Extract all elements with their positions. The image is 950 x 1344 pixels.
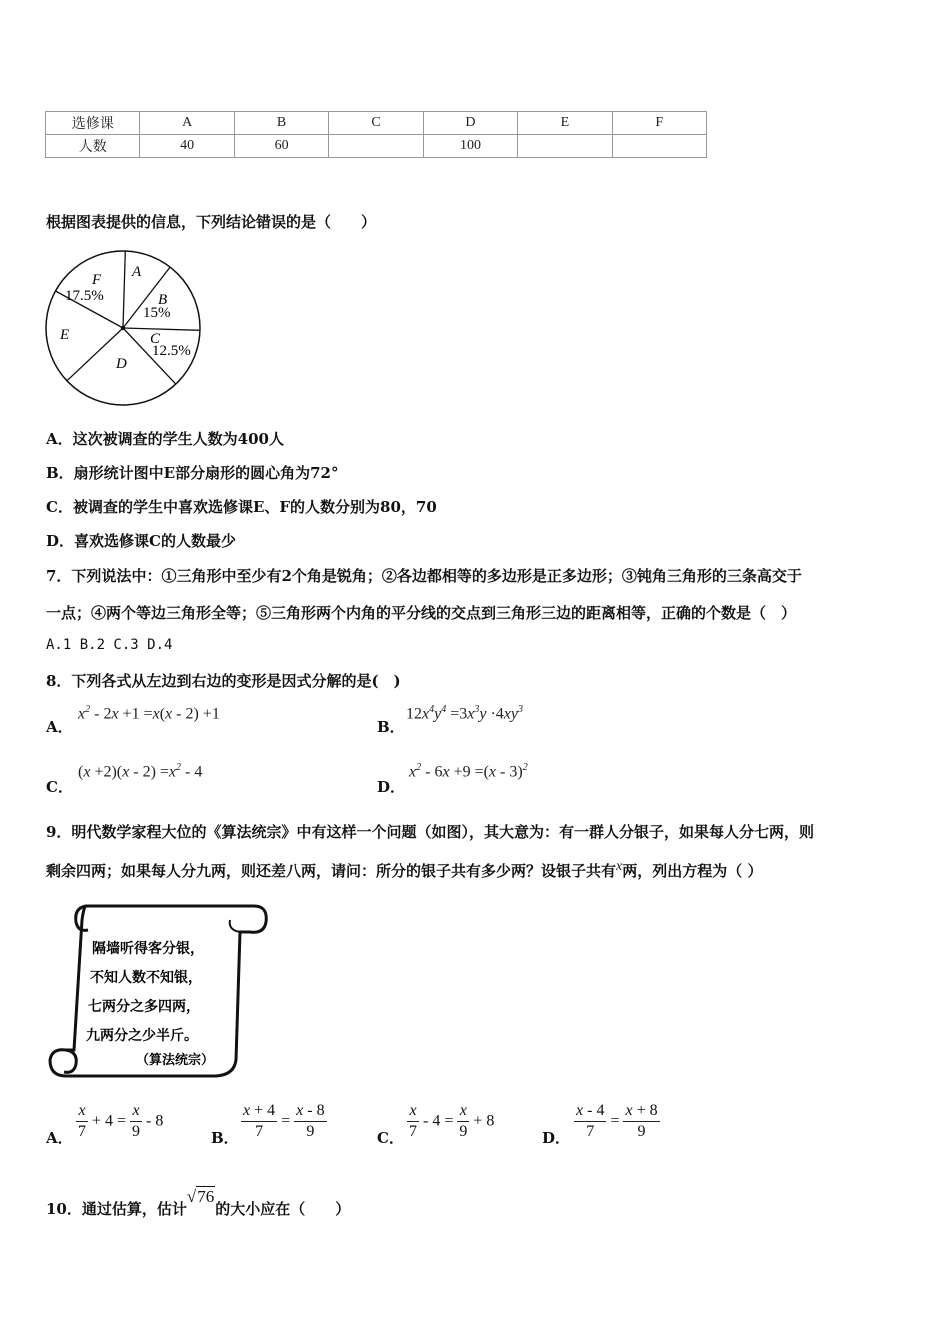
table-cell: E (518, 112, 612, 135)
table-cell (612, 135, 706, 158)
pie-label-f: F (92, 272, 102, 288)
table-header-row (46, 112, 707, 135)
q10-post: 的大小应在（ ） (215, 1200, 351, 1218)
q8-stem: 8．下列各式从左边到右边的变形是因式分解的是( ) (46, 672, 401, 690)
table-cell: A (140, 112, 234, 135)
q9-line-1: 9．明代数学家程大位的《算法统宗》中有这样一个问题（如图），其大意为：有一群人分银子，如果每人分七两，则 (46, 823, 814, 841)
pie-center (121, 326, 125, 330)
q6-option-b: B．扇形统计图中E部分扇形的圆心角为72° (46, 464, 339, 482)
q6-option-d: D．喜欢选修课C的人数最少 (46, 532, 236, 550)
sqrt-sign-icon: √ (186, 1187, 197, 1206)
pie-slice-boundary-c (123, 328, 200, 330)
q9-label-a: A． (46, 1129, 73, 1147)
q7-line-1: 7．下列说法中：①三角形中至少有2个角是锐角；②各边都相等的多边形是正多边形；③钝角三角形的三条高交于 (46, 567, 802, 585)
q9-line-2-end: 两，列出方程为（ ） (622, 862, 763, 880)
pie-slice-boundary-e (67, 328, 123, 381)
q10-line (46, 1187, 351, 1219)
q9-var-x: x (616, 859, 623, 874)
table-row (46, 135, 707, 158)
table-cell: D (423, 112, 517, 135)
pie-label-d: D (116, 356, 127, 372)
survey-table (45, 111, 707, 158)
q8-label-b: B． (377, 718, 405, 736)
table-cell: 100 (423, 135, 517, 158)
table-cell: 选修课 (46, 112, 140, 135)
pie-label-e: E (60, 327, 70, 343)
q8-expr-a: $x^2 - 2x +1 =x(x - 2) +1$ (78, 704, 220, 723)
scroll-line-1: 隔墙听得客分银， (92, 941, 204, 957)
q8-label-c: C． (46, 778, 73, 796)
scroll-source: （算法统宗） (136, 1053, 215, 1068)
scroll-line-2: 不知人数不知银， (90, 970, 202, 986)
table-cell (518, 135, 612, 158)
pie-pct-c: 12.5% (152, 343, 191, 359)
table-cell: 40 (140, 135, 234, 158)
q10-pre: 10．通过估算，估计 (46, 1200, 187, 1218)
pie-pct-b: 15% (143, 305, 171, 321)
q9-line-2-text: 剩余四两；如果每人分九两，则还差八两，请问：所分的银子共有多少两？设银子共有 (46, 862, 617, 880)
q8-expr-d: $x^2 - 6x +9 =(x - 3)^2$ (409, 762, 528, 781)
table-cell: F (612, 112, 706, 135)
table-cell (329, 135, 423, 158)
pie-label-a: A (132, 264, 142, 280)
scroll-illustration (44, 900, 270, 1082)
q9-expr-b: $\frac{x + 4}{7}$ = $\frac{x - 8}{9}$ (243, 1102, 325, 1140)
q9-expr-a: $\frac{x}{7}$ + 4 = $\frac{x}{9}$ - 8 (78, 1102, 164, 1140)
q8-expr-b: $12x^4y^4 =3x^3y \cdot 4xy^3$ (406, 704, 523, 723)
q7-options: A.1 B.2 C.3 D.4 (46, 637, 173, 653)
pie-chart (40, 248, 210, 413)
pie-pct-f: 17.5% (65, 288, 104, 304)
q9-line-2 (46, 859, 762, 881)
q9-expr-d: $\frac{x - 4}{7}$ = $\frac{x + 8}{9}$ (576, 1102, 658, 1140)
q6-option-c: C．被调查的学生中喜欢选修课E、F的人数分别为80，70 (46, 498, 437, 516)
sqrt-radicand: 76 (197, 1187, 215, 1206)
pie-label-b: B (158, 292, 168, 308)
pie-label-c: C (150, 331, 161, 347)
table-cell: 60 (234, 135, 328, 158)
q6-option-a: A．这次被调查的学生人数为400人 (46, 430, 284, 448)
sqrt-expression (187, 1187, 215, 1207)
q9-expr-c: $\frac{x}{7}$ - 4 = $\frac{x}{9}$ + 8 (409, 1102, 495, 1140)
table-cell: B (234, 112, 328, 135)
q9-label-b: B． (211, 1129, 239, 1147)
q9-label-c: C． (377, 1129, 404, 1147)
q9-label-d: D． (542, 1129, 571, 1147)
pie-slice-boundary-a (123, 251, 125, 328)
q7-line-2: 一点；④两个等边三角形全等；⑤三角形两个内角的平分线的交点到三角形三边的距离相等，正确的个数是（ ） (46, 604, 797, 622)
q6-prompt: 根据图表提供的信息，下列结论错误的是（ ） (46, 213, 377, 231)
table-cell: C (329, 112, 423, 135)
q8-expr-c: $(x +2)(x - 2) =x^2 - 4$ (78, 762, 203, 781)
scroll-line-4: 九两分之少半斤。 (86, 1028, 198, 1044)
table-cell: 人数 (46, 135, 140, 158)
q8-label-a: A． (46, 718, 73, 736)
q8-label-d: D． (377, 778, 406, 796)
scroll-line-3: 七两分之多四两， (88, 999, 200, 1015)
